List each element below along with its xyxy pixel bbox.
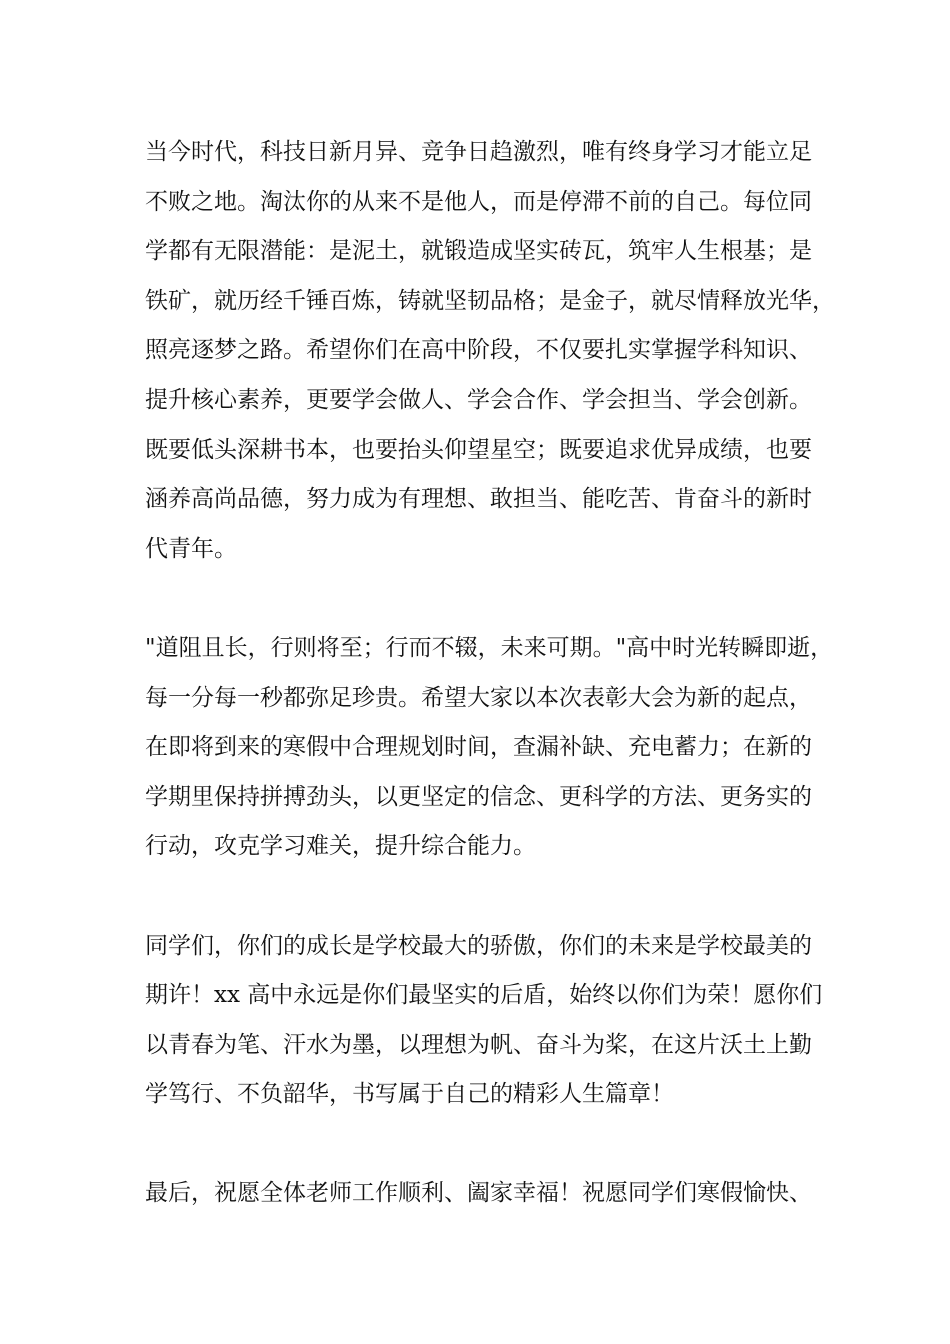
text-line: 最后，祝愿全体老师工作顺利、阖家幸福！祝愿同学们寒假愉快、 [145,1180,812,1207]
paragraph-4 [145,1169,825,1219]
text-line: 学期里保持拼搏劲头，以更坚定的信念、更科学的方法、更务实的 [145,783,812,810]
text-line: 当今时代，科技日新月异、竞争日趋激烈，唯有终身学习才能立足 [145,139,812,165]
text-line: 不败之地。淘汰你的从来不是他人，而是停滞不前的自己。每位同 [145,188,812,215]
text-line: 期许！xx 高中永远是你们最坚实的后盾，始终以你们为荣！愿你们 [145,982,823,1009]
text-line: 每一分每一秒都弥足珍贵。希望大家以本次表彰大会为新的起点， [145,684,812,711]
text-line: 铁矿，就历经千锤百炼，铸就坚韧品格；是金子，就尽情释放光华， [145,287,835,314]
text-line: 涵养高尚品德，努力成为有理想、敢担当、能吃苦、肯奋斗的新时 [145,486,812,513]
text-line: 学笃行、不负韶华，书写属于自己的精彩人生篇章！ [145,1081,674,1108]
text-line: "道阻且长，行则将至；行而不辍，未来可期。"高中时光转瞬即逝， [145,634,834,661]
paragraph-2 [145,624,834,872]
text-line: 行动，攻克学习难关，提升综合能力。 [145,833,536,860]
text-line: 既要低头深耕书本，也要抬头仰望星空；既要追求优异成绩，也要 [145,436,812,463]
paragraph-spacer [145,872,825,922]
paragraph-3 [145,922,825,1120]
text-line: 照亮逐梦之路。希望你们在高中阶段，不仅要扎实掌握学科知识、 [145,337,812,364]
paragraph-1 [145,128,835,574]
text-line: 以青春为笔、汗水为墨，以理想为帆、奋斗为桨，在这片沃土上勤 [145,1031,812,1058]
text-line: 学都有无限潜能：是泥土，就锻造成坚实砖瓦，筑牢人生根基；是 [145,238,812,265]
text-line: 代青年。 [145,535,237,562]
paragraph-spacer [145,1120,825,1170]
document-body [145,128,835,1219]
text-line: 提升核心素养，更要学会做人、学会合作、学会担当、学会创新。 [145,386,812,413]
paragraph-spacer [145,574,825,624]
text-line: 在即将到来的寒假中合理规划时间，查漏补缺、充电蓄力；在新的 [145,734,812,761]
text-line: 同学们，你们的成长是学校最大的骄傲，你们的未来是学校最美的 [145,932,812,959]
